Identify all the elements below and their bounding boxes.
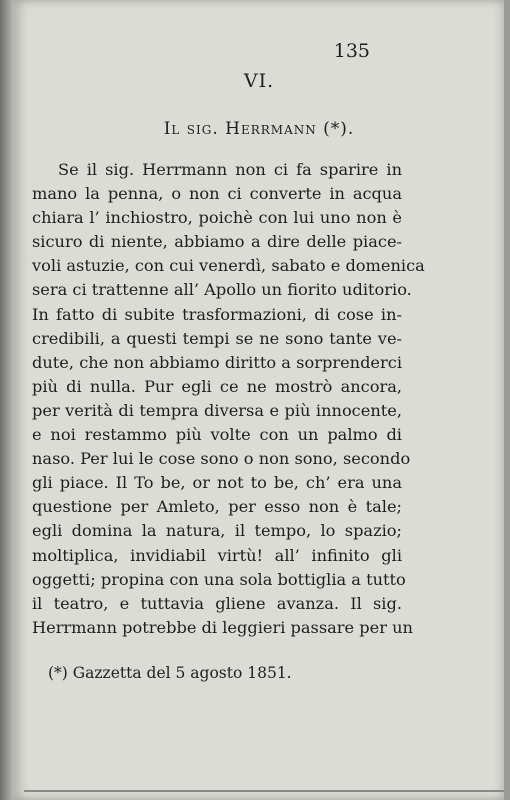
text-line: chiara l’ inchiostro, poichè con lui uno non è xyxy=(32,208,402,228)
chapter-number: VI. xyxy=(243,70,275,92)
footnote: (*) Gazzetta del 5 agosto 1851. xyxy=(48,664,292,682)
text-line: il teatro, e tuttavia gliene avanza. Il sig. xyxy=(32,593,402,613)
page-edge xyxy=(24,790,504,792)
text-line: Herrmann potrebbe di leggieri passare per un xyxy=(32,617,413,637)
text-line: mano la penna, o non ci converte in acqua xyxy=(32,184,402,204)
text-line: e noi restammo più volte con un palmo di xyxy=(32,425,402,445)
book-page xyxy=(14,0,504,800)
text-line: gli piace. Il To be, or not to be, ch’ era una xyxy=(32,473,402,493)
text-line: questione per Amleto, per esso non è tale; xyxy=(32,497,402,517)
text-line: Se il sig. Herrmann non ci fa sparire in xyxy=(58,160,402,179)
text-line: oggetti; propina con una sola bottiglia a tutto xyxy=(32,569,406,589)
chapter-title: Il sig. Herrmann (*). xyxy=(163,119,355,139)
page-number: 135 xyxy=(333,40,370,62)
body-text xyxy=(32,158,425,640)
text-line: moltiplica, invidiabil virtù! all’ infinito gli xyxy=(32,545,402,565)
text-line: In fatto di subite trasformazioni, di cose in- xyxy=(32,304,402,324)
text-line: sicuro di niente, abbiamo a dire delle piace- xyxy=(32,232,402,252)
text-line: più di nulla. Pur egli ce ne mostrò ancora, xyxy=(32,376,402,396)
text-line: dute, che non abbiamo diritto a sorprenderci xyxy=(32,352,402,372)
text-line: voli astuzie, con cui venerdì, sabato e domenica xyxy=(32,256,425,276)
binding-shadow xyxy=(0,0,14,800)
text-line: naso. Per lui le cose sono o non sono, secondo xyxy=(32,449,411,469)
text-line: per verità di tempra diversa e più innocente, xyxy=(32,400,402,420)
text-line: sera ci trattenne all’ Apollo un fiorito uditorio. xyxy=(32,280,412,300)
text-line: credibili, a questi tempi se ne sono tante ve- xyxy=(32,328,402,348)
text-line: egli domina la natura, il tempo, lo spazio; xyxy=(32,521,402,541)
